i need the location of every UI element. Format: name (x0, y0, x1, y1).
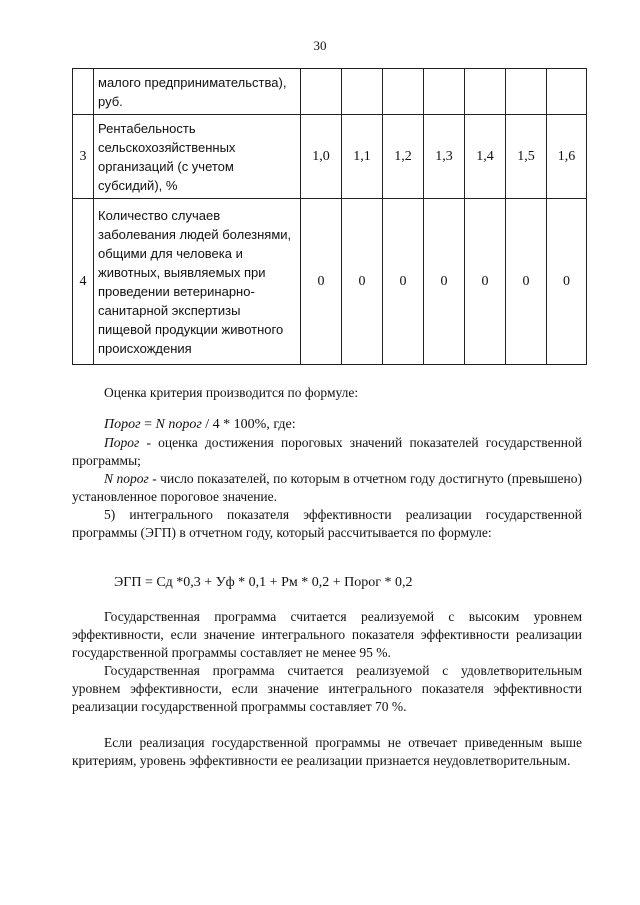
item-5: 5) интегрального показателя эффективности реализации государственной программы (ЭГП) в отчетном году, который рассчитывается по формуле: (72, 507, 582, 540)
row-description: Рентабельность сельскохозяйственных организаций (с учетом субсидий), % (94, 115, 301, 199)
value-cell (547, 69, 587, 115)
row-description: Количество случаев заболевания людей болезнями, общими для человека и животных, выявляемых при проведении ветеринарно-санитарной экспертизы пищевой продукции животного происхождения (94, 199, 301, 365)
table-row (73, 199, 587, 365)
value-cell: 0 (465, 199, 506, 365)
value-cell: 0 (342, 199, 383, 365)
value-cell: 1,4 (465, 115, 506, 199)
value-cell: 1,0 (301, 115, 342, 199)
formula-threshold (104, 416, 582, 434)
table-row (73, 115, 587, 199)
formula-var: Порог (104, 417, 141, 432)
value-cell: 0 (547, 199, 587, 365)
value-cell (424, 69, 465, 115)
formula-egp: ЭГП = Сд *0,3 + Уф * 0,1 + Рм * 0,2 + Порог * 0,2 (114, 575, 413, 590)
value-cell: 0 (424, 199, 465, 365)
def-var: Порог (104, 435, 140, 450)
intro-text: Оценка критерия производится по формуле: (104, 385, 359, 400)
criteria-table (72, 68, 587, 365)
paragraph-satisfactory: Государственная программа считается реализуемой с удовлетворительным уровнем эффективности, если значение интегрального показателя эффективности реализации государственной программы составляет 70 %. (72, 663, 582, 714)
formula-n: N порог (155, 417, 202, 432)
value-cell (506, 69, 547, 115)
row-number: 4 (73, 199, 94, 365)
def-text: - число показателей, по которым в отчетном году достигнуто (превышено) установленное пороговое значение. (72, 471, 582, 504)
value-cell: 0 (383, 199, 424, 365)
paragraph-high: Государственная программа считается реализуемой с высоким уровнем эффективности, если значение интегрального показателя эффективности реализации государственной программы составляет не менее 95 %. (72, 609, 582, 660)
value-cell: 1,1 (342, 115, 383, 199)
formula-eq: = (140, 417, 156, 432)
value-cell (342, 69, 383, 115)
row-number (73, 69, 94, 115)
formula-rest: / 4 * 100%, где: (201, 417, 296, 432)
value-cell: 1,2 (383, 115, 424, 199)
definition-n-threshold (72, 470, 582, 506)
value-cell: 0 (506, 199, 547, 365)
row-number: 3 (73, 115, 94, 199)
page-number: 30 (313, 38, 327, 53)
value-cell: 1,6 (547, 115, 587, 199)
value-cell: 1,5 (506, 115, 547, 199)
value-cell (465, 69, 506, 115)
table-row (73, 69, 587, 115)
row-description: малого предпринимательства), руб. (94, 69, 301, 115)
paragraph-unsatisfactory: Если реализация государственной программы не отвечает приведенным выше критериям, уровень эффективности ее реализации признается неудовлетворительным. (72, 735, 582, 768)
value-cell: 1,3 (424, 115, 465, 199)
value-cell (383, 69, 424, 115)
def-var: N порог (104, 471, 149, 486)
value-cell (301, 69, 342, 115)
value-cell: 0 (301, 199, 342, 365)
def-text: - оценка достижения пороговых значений показателей государственной программы; (72, 435, 582, 468)
definition-threshold (72, 434, 582, 470)
